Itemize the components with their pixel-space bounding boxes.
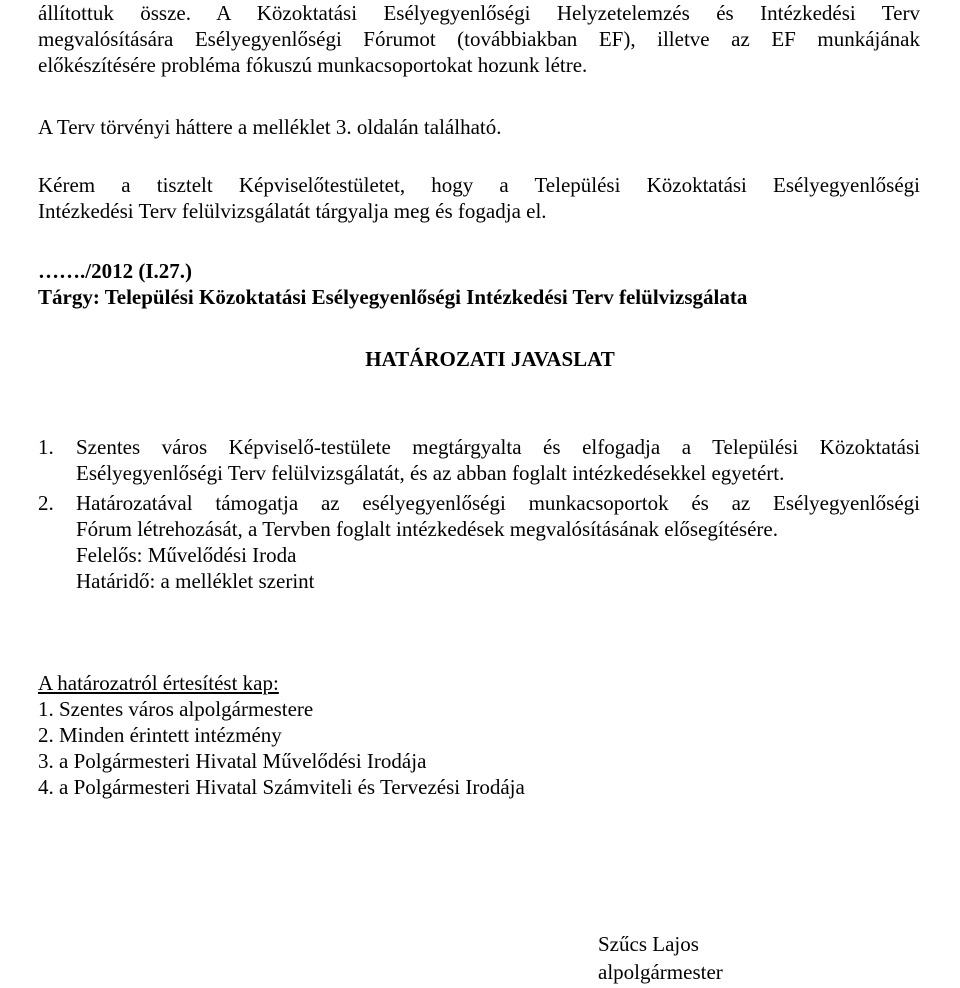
item-number: 1. <box>38 435 54 459</box>
notification-section <box>38 670 920 800</box>
recipient-item: 2. Minden érintett intézmény <box>38 723 282 747</box>
resolution-header <box>38 258 920 310</box>
request-line: Intézkedési Terv felülvizsgálatát tárgyalja meg és fogadja el. <box>38 199 547 223</box>
item-line: Fórum létrehozását, a Tervben foglalt intézkedések megvalósításának elősegítésére. <box>76 517 778 541</box>
legal-background-paragraph <box>38 114 920 140</box>
item-number: 2. <box>38 491 54 515</box>
intro-paragraph <box>38 0 920 78</box>
intro-line: megvalósítására Esélyegyenlőségi Fórumot (továbbiakban EF), illetve az EF munkájának <box>38 27 920 51</box>
resolution-item-1 <box>38 434 920 486</box>
heading-text: HATÁROZATI JAVASLAT <box>365 347 615 371</box>
item-line: Szentes város Képviselő-testülete megtárgyalta és elfogadja a Települési Közoktatási <box>76 435 920 459</box>
subject-line: Tárgy: Települési Közoktatási Esélyegyenlőségi Intézkedési Terv felülvizsgálata <box>38 285 748 309</box>
request-paragraph <box>38 172 920 224</box>
legal-background-text: A Terv törvényi háttere a melléklet 3. oldalán található. <box>38 115 502 139</box>
item-line: Határozatával támogatja az esélyegyenlőségi munkacsoportok és az Esélyegyenlőségi <box>76 491 920 515</box>
intro-line: állítottuk össze. A Közoktatási Esélyegyenlőségi Helyzetelemzés és Intézkedési Terv <box>38 1 920 25</box>
intro-line: előkészítésére probléma fókuszú munkacsoportokat hozunk létre. <box>38 53 588 77</box>
request-line: Kérem a tisztelt Képviselőtestületet, hogy a Települési Közoktatási Esélyegyenlőségi <box>38 173 920 197</box>
recipient-item: 4. a Polgármesteri Hivatal Számviteli és Tervezési Irodája <box>38 775 525 799</box>
resolution-number: ……./2012 (I.27.) <box>38 259 192 283</box>
item-line: Esélyegyenlőségi Terv felülvizsgálatát, és az abban foglalt intézkedésekkel egyetért. <box>76 461 785 485</box>
recipient-item: 3. a Polgármesteri Hivatal Művelődési Irodája <box>38 749 427 773</box>
resolution-heading <box>0 346 960 372</box>
notification-title: A határozatról értesítést kap: <box>38 671 279 695</box>
responsible-line: Felelős: Művelődési Iroda <box>76 543 297 567</box>
resolution-item-2 <box>38 490 920 594</box>
recipient-item: 1. Szentes város alpolgármestere <box>38 697 314 721</box>
deadline-line: Határidő: a melléklet szerint <box>76 569 315 593</box>
signature-title: alpolgármester <box>598 960 723 984</box>
signature-name: Szűcs Lajos <box>598 932 699 956</box>
signature-block <box>598 930 723 986</box>
